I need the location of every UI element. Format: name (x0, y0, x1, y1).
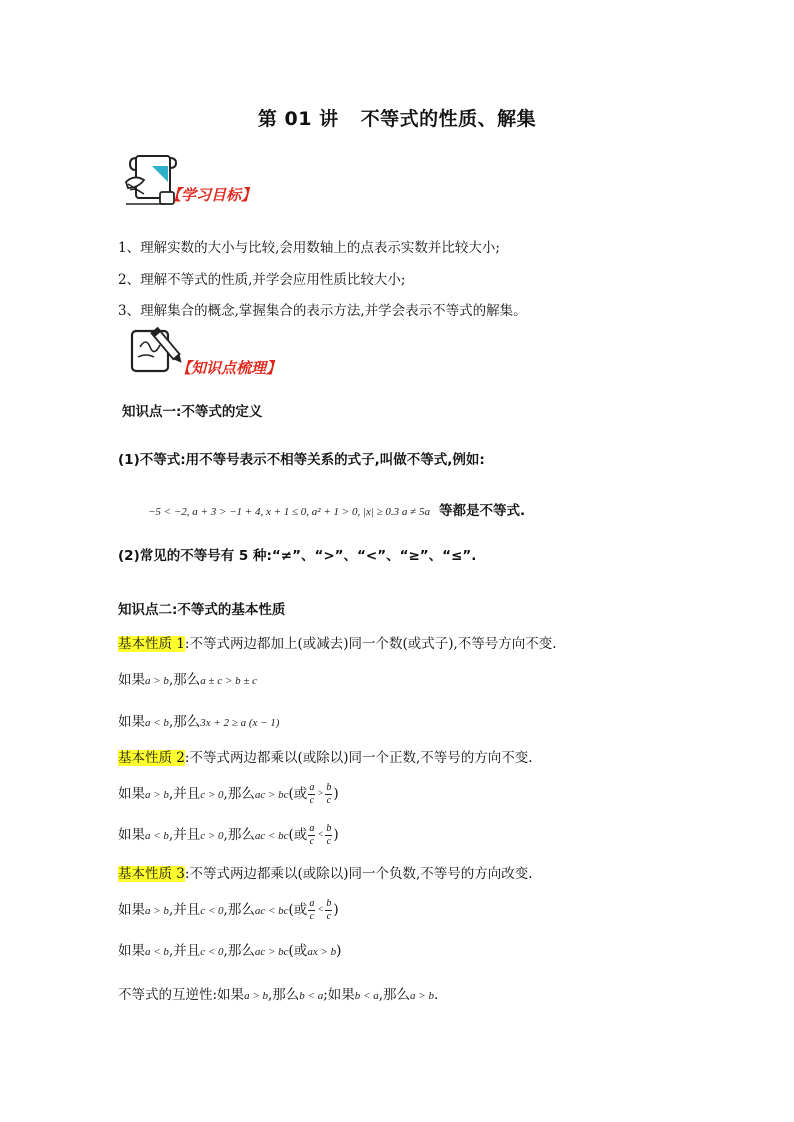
kp1-examples-line (148, 499, 525, 519)
kp1-item1: (1)不等式:用不等号表示不相等关系的式子,叫做不等式,例如: (118, 452, 485, 468)
property1-example2: 如果a < b,那么3x + 2 ≥ a (x − 1) (118, 714, 280, 730)
goal-item: 2、理解不等式的性质,并学会应用性质比较大小; (118, 272, 406, 288)
property2 (118, 746, 533, 766)
kp2-heading: 知识点二:不等式的基本性质 (118, 602, 286, 618)
goal-item: 1、理解实数的大小与比较,会用数轴上的点表示实数并比较大小; (118, 240, 500, 256)
kp1-examples-suffix: 等都是不等式. (439, 503, 526, 519)
property3-text: :不等式两边都乘以(或除以)同一个负数,不等号的方向改变. (184, 866, 533, 882)
fraction-comparison: $\frac{a}{c}$ < $\frac{b}{c}$ (309, 898, 332, 922)
property1-example1: 如果a > b,那么a ± c > b ± c (118, 672, 257, 688)
property1 (118, 632, 557, 652)
property2-label: 基本性质 2 (118, 750, 185, 766)
property2-example1: 如果a > b,并且c > 0,那么ac > bc(或 $\frac{a}{c}$ > $\frac{b}{c}$ ) (118, 782, 339, 806)
kp1-heading: 知识点一:不等式的定义 (122, 404, 263, 420)
knowledge-banner-label: 【知识点梳理】 (176, 359, 282, 377)
inequality-examples: −5 < −2, a + 3 > −1 + 4, x + 1 ≤ 0, a² + 1 > 0, |x| ≥ 0.3 a ≠ 5a (148, 506, 430, 518)
title-lesson-number: 第 01 讲 (257, 108, 339, 130)
page-title (0, 104, 794, 131)
property1-text: :不等式两边都加上(或减去)同一个数(或式子),不等号方向不变. (184, 636, 557, 652)
property2-text: :不等式两边都乘以(或除以)同一个正数,不等号的方向不变. (184, 750, 533, 766)
property3-example1: 如果a > b,并且c < 0,那么ac < bc(或 $\frac{a}{c}$ < $\frac{b}{c}$ ) (118, 898, 339, 922)
reversibility-line: 不等式的互逆性:如果a > b,那么b < a;如果b < a,那么a > b. (118, 987, 439, 1003)
kp1-item2: (2)常见的不等号有 5 种:“≠”、“>”、“<”、“≥”、“≤”. (118, 548, 477, 564)
goals-banner-label: 【学习目标】 (166, 186, 257, 204)
fraction-comparison: $\frac{a}{c}$ < $\frac{b}{c}$ (309, 823, 332, 847)
fraction-comparison: $\frac{a}{c}$ > $\frac{b}{c}$ (309, 782, 332, 806)
title-topic: 不等式的性质、解集 (360, 108, 537, 130)
property3 (118, 862, 533, 882)
property3-label: 基本性质 3 (118, 866, 185, 882)
property1-label: 基本性质 1 (118, 636, 185, 652)
property3-example2: 如果a < b,并且c < 0,那么ac > bc(或ax > b) (118, 943, 342, 959)
property2-example2: 如果a < b,并且c > 0,那么ac < bc(或 $\frac{a}{c}$ < $\frac{b}{c}$ ) (118, 823, 339, 847)
goal-item: 3、理解集合的概念,掌握集合的表示方法,并学会表示不等式的解集。 (118, 303, 527, 319)
